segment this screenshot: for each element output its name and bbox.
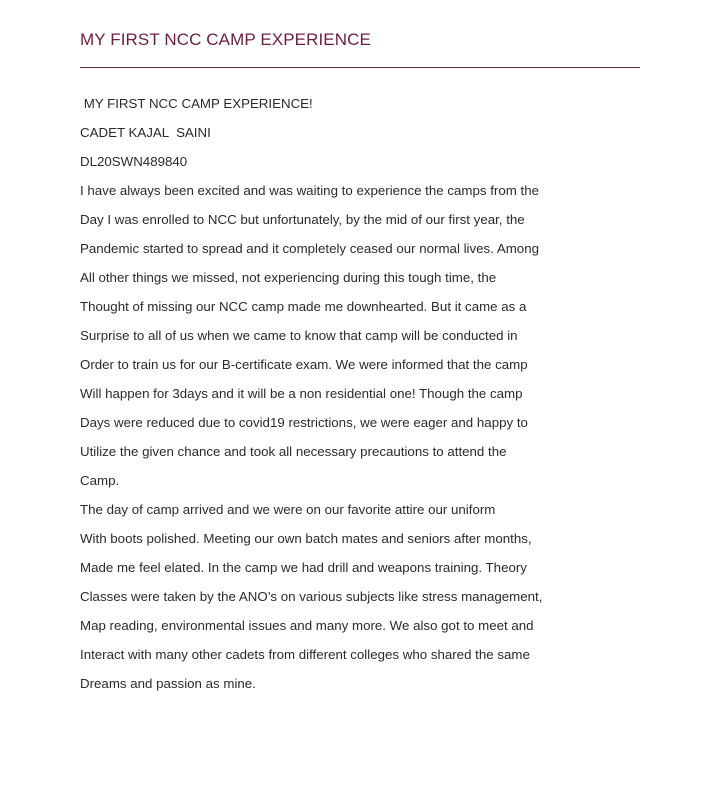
body-line: Camp. <box>80 473 120 488</box>
body-line: DL20SWN489840 <box>80 154 188 169</box>
body-line: Utilize the given chance and took all necessary precautions to attend the <box>80 444 507 459</box>
title-divider <box>80 67 640 68</box>
body-line: Thought of missing our NCC camp made me downhearted. But it came as a <box>80 299 527 314</box>
body-line: Order to train us for our B-certificate exam. We were informed that the camp <box>80 357 528 372</box>
body-line: Surprise to all of us when we came to know that camp will be conducted in <box>80 328 518 343</box>
document-body <box>80 89 600 698</box>
body-line: With boots polished. Meeting our own batch mates and seniors after months, <box>80 531 532 546</box>
body-line: Map reading, environmental issues and many more. We also got to meet and <box>80 618 534 633</box>
body-line: MY FIRST NCC CAMP EXPERIENCE! <box>80 96 313 111</box>
document-title: MY FIRST NCC CAMP EXPERIENCE <box>80 30 371 49</box>
body-line: CADET KAJAL SAINI <box>80 125 211 140</box>
body-line: Days were reduced due to covid19 restrictions, we were eager and happy to <box>80 415 528 430</box>
body-line: Made me feel elated. In the camp we had drill and weapons training. Theory <box>80 560 527 575</box>
body-line: The day of camp arrived and we were on our favorite attire our uniform <box>80 502 496 517</box>
body-line: Pandemic started to spread and it completely ceased our normal lives. Among <box>80 241 539 256</box>
body-line: Dreams and passion as mine. <box>80 676 256 691</box>
body-line: Will happen for 3days and it will be a non residential one! Though the camp <box>80 386 523 401</box>
body-line: Day I was enrolled to NCC but unfortunately, by the mid of our first year, the <box>80 212 525 227</box>
body-line: I have always been excited and was waiting to experience the camps from the <box>80 183 539 198</box>
body-line: Interact with many other cadets from different colleges who shared the same <box>80 647 530 662</box>
body-line: All other things we missed, not experiencing during this tough time, the <box>80 270 497 285</box>
body-line: Classes were taken by the ANO’s on various subjects like stress management, <box>80 589 543 604</box>
